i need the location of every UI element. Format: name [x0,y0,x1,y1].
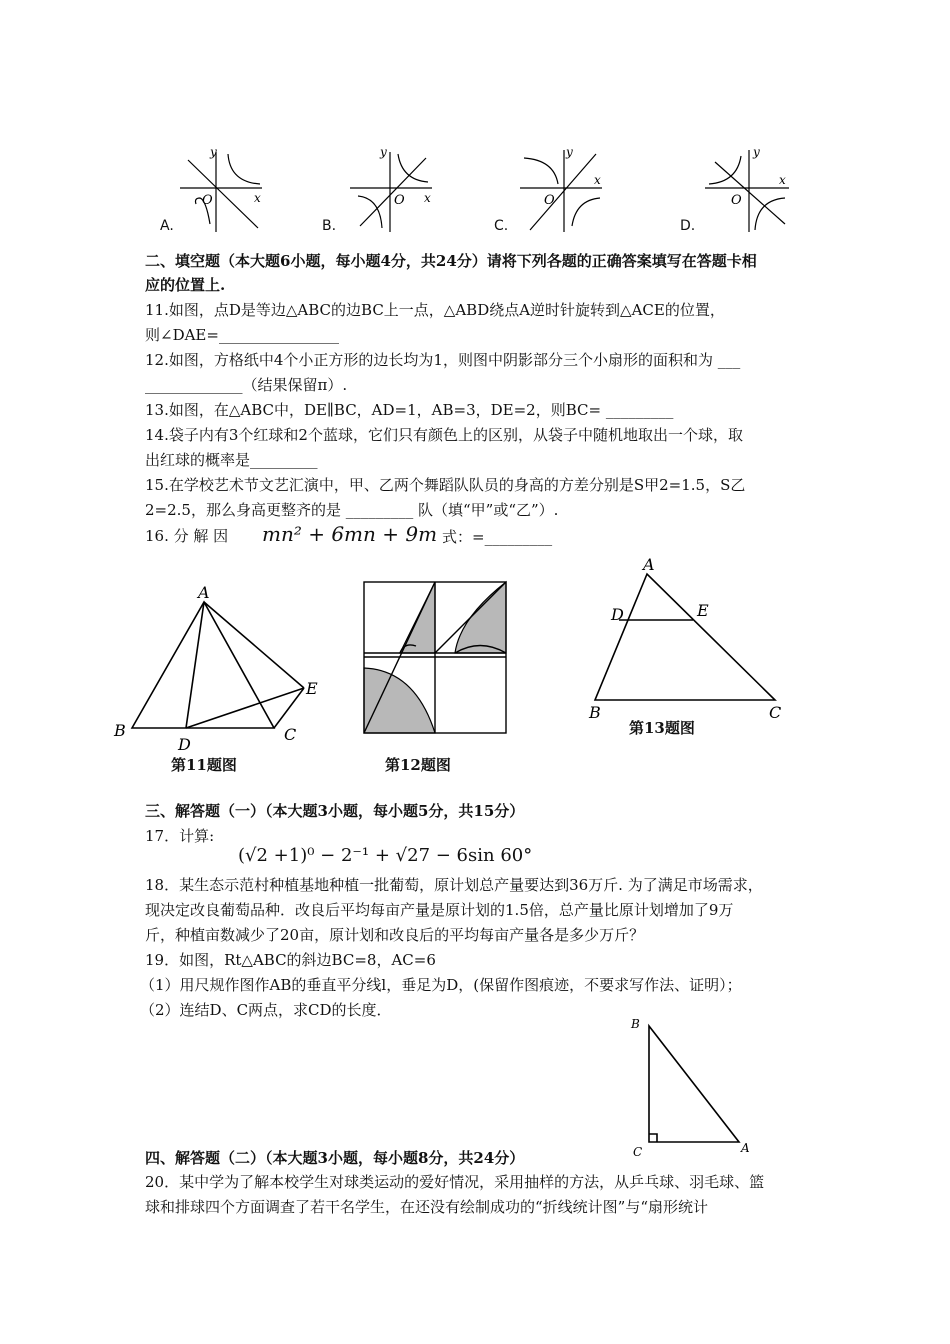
svg-text:O: O [394,193,405,208]
figure-13 [585,552,800,722]
q16-expression: mn² + 6mn + 9m [262,522,438,546]
q16-answer-blank: 式：=_________ [442,528,553,546]
svg-text:D: D [611,605,624,624]
q13-text: 13.如图，在△ABC中，DE∥BC，AD=1，AB=3，DE=2，则BC= _________ [145,401,674,419]
section2-header: 二、填空题（本大题6小题，每小题4分，共24分）请将下列各题的正确答案填写在答题卡相 [145,252,757,270]
option-c-graph [520,145,602,232]
option-graphs [150,140,800,240]
option-d-label: D. [680,218,696,234]
svg-text:E: E [697,601,709,620]
option-a-label: A. [160,218,174,234]
svg-text:x: x [424,191,431,205]
svg-text:B: B [589,703,601,722]
svg-text:O: O [202,193,213,208]
figure-11 [108,580,338,755]
q16-text: 16. 分 解 因 [145,527,229,545]
svg-text:A: A [643,555,655,574]
svg-text:C: C [633,1145,643,1159]
svg-text:C: C [284,725,297,744]
svg-text:B: B [631,1017,640,1031]
q14-text: 14.袋子内有3个红球和2个蓝球，它们只有颜色上的区别，从袋子中随机地取出一个球，取 [145,426,743,444]
svg-text:y: y [566,145,573,159]
q17-text: 17．计算: [145,827,215,845]
q20-text: 20．某中学为了解本校学生对球类运动的爱好情况，采用抽样的方法，从乒乓球、羽毛球、篮 [145,1173,765,1191]
option-b-graph [350,145,432,232]
section2-header-cont: 应的位置上. [145,276,226,294]
q12-text: 12.如图，方格纸中4个小正方形的边长均为1，则图中阴影部分三个小扇形的面积和为 ___ [145,351,741,369]
figure-12-caption: 第12题图 [385,756,451,774]
q19-part1: （1）用尺规作图作AB的垂直平分线l，垂足为D，(保留作图痕迹，不要求写作法、证明）； [140,976,742,994]
svg-text:x: x [779,173,786,187]
q14-text-cont: 出红球的概率是_________ [145,451,318,469]
q19-part2: （2）连结D、C两点，求CD的长度． [140,1001,392,1019]
svg-text:C: C [769,703,782,722]
q17-expression: (√2 +1)⁰ − 2⁻¹ + √27 − 6sin 60° [238,845,533,866]
figure-19 [625,1012,765,1162]
option-a-graph [180,145,262,232]
q18-text-3: 斤，种植亩数减少了20亩，原计划和改良后的平均每亩产量各是多少万斤？ [145,926,645,944]
figure-12 [360,578,510,738]
q18-text-2: 现决定改良葡萄品种．改良后平均每亩产量是原计划的1.5倍，总产量比原计划增加了9万 [145,901,734,919]
svg-text:B: B [114,721,126,740]
svg-text:x: x [594,173,601,187]
q18-text: 18．某生态示范村种植基地种植一批葡萄，原计划总产量要达到36万斤. 为了满足市场需求， [145,876,763,894]
q15-text-cont: 2=2.5，那么身高更整齐的是 _________ 队（填“甲”或“乙”）. [145,501,559,519]
svg-text:O: O [731,193,742,208]
svg-text:E: E [306,679,318,698]
q20-text-2: 球和排球四个方面调查了若干名学生，在还没有绘制成功的“折线统计图”与“扇形统计 [145,1198,709,1216]
svg-text:y: y [753,145,760,159]
svg-text:A: A [198,583,210,602]
svg-text:y: y [210,145,217,159]
option-b-label: B. [322,218,337,234]
q19-text: 19．如图，Rt△ABC的斜边BC=8，AC=6 [145,951,436,969]
figure-13-caption: 第13题图 [629,719,695,737]
svg-text:A: A [741,1141,750,1155]
q15-text: 15.在学校艺术节文艺汇演中，甲、乙两个舞蹈队队员的身高的方差分别是S甲2=1.5，S乙 [145,476,746,494]
option-d-graph [705,145,789,232]
section3-header: 三、解答题（一）（本大题3小题，每小题5分，共15分） [145,802,525,820]
q12-text-cont: _____________（结果保留π）. [145,376,348,394]
svg-text:x: x [254,191,261,205]
svg-text:y: y [380,145,387,159]
option-c-label: C. [494,218,509,234]
figure-11-caption: 第11题图 [171,756,237,774]
section4-header: 四、解答题（二）（本大题3小题，每小题8分，共24分） [145,1149,525,1167]
q11-text-cont: 则∠DAE=________________ [145,326,339,344]
svg-text:D: D [178,735,191,754]
svg-text:O: O [544,193,555,208]
q11-text: 11.如图，点D是等边△ABC的边BC上一点，△ABD绕点A逆时针旋转到△ACE的位置， [145,301,725,319]
